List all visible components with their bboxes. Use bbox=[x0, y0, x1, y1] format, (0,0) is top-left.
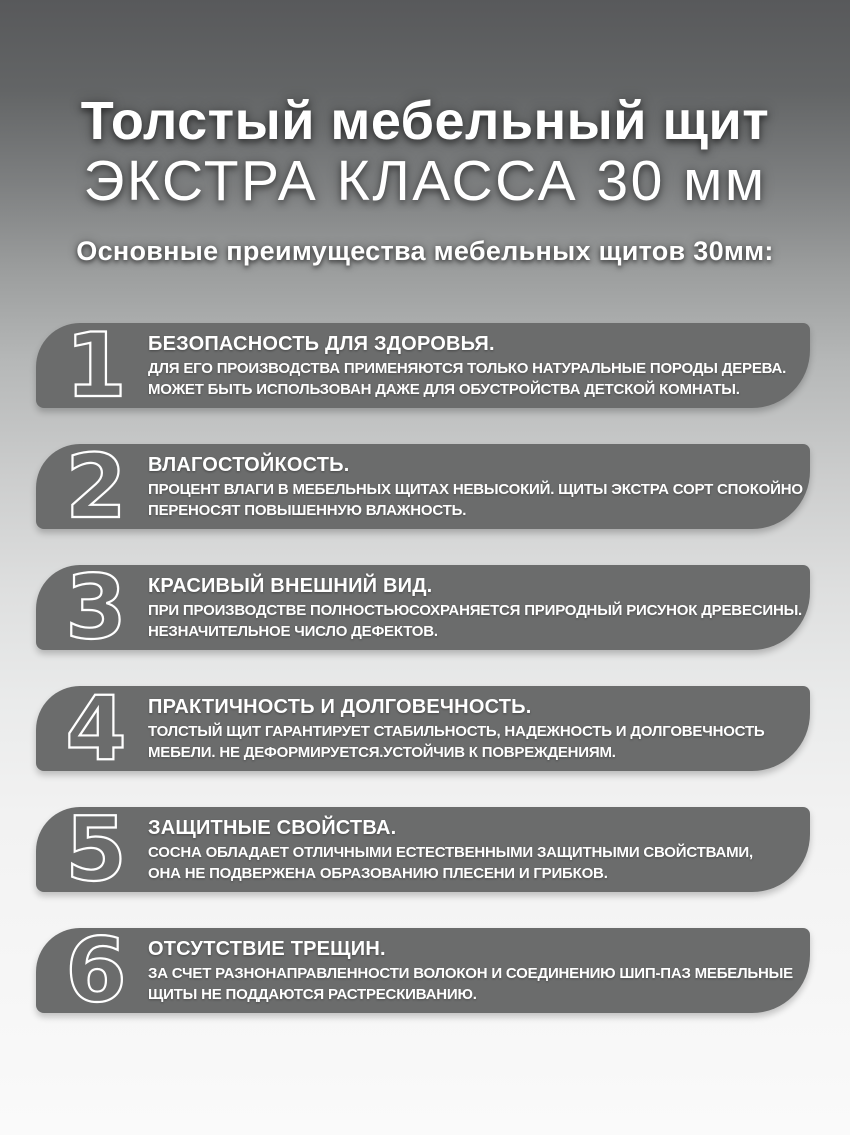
advantage-card-5 bbox=[36, 797, 810, 901]
advantage-title: ОТСУТСТВИЕ ТРЕЩИН. bbox=[148, 937, 386, 960]
advantage-text bbox=[134, 937, 793, 1005]
advantage-text bbox=[134, 574, 802, 642]
page-subtitle: Основные преимущества мебельных щитов 30мм: bbox=[76, 236, 774, 266]
advantage-number: 4 bbox=[65, 676, 127, 780]
advantage-text bbox=[134, 332, 786, 400]
advantage-description-line: ПРИ ПРОИЗВОДСТВЕ ПОЛНОСТЬЮСОХРАНЯЕТСЯ ПРИРОДНЫЙ РИСУНОК ДРЕВЕСИНЫ. bbox=[148, 601, 803, 619]
advantage-description-line: ЩИТЫ НЕ ПОДДАЮТСЯ РАСТРЕСКИВАНИЮ. bbox=[148, 985, 477, 1003]
advantages-list bbox=[0, 313, 850, 1022]
advantage-number: 6 bbox=[65, 918, 127, 1022]
advantage-title: ЗАЩИТНЫЕ СВОЙСТВА. bbox=[148, 816, 397, 839]
advantage-description-line: МОЖЕТ БЫТЬ ИСПОЛЬЗОВАН ДАЖЕ ДЛЯ ОБУСТРОЙСТВА ДЕТСКОЙ КОМНАТЫ. bbox=[148, 380, 740, 398]
advantage-title: КРАСИВЫЙ ВНЕШНИЙ ВИД. bbox=[148, 574, 433, 597]
header bbox=[0, 0, 850, 267]
advantage-card-2 bbox=[36, 434, 810, 538]
page-title-line2: ЭКСТРА КЛАССА 30 мм bbox=[83, 149, 767, 213]
advantage-text bbox=[134, 695, 774, 763]
advantage-text bbox=[134, 816, 774, 884]
advantage-description-line: ДЛЯ ЕГО ПРОИЗВОДСТВА ПРИМЕНЯЮТСЯ ТОЛЬКО НАТУРАЛЬНЫЕ ПОРОДЫ ДЕРЕВА. bbox=[148, 359, 787, 377]
advantage-card-6 bbox=[36, 918, 810, 1022]
advantage-text bbox=[134, 453, 803, 521]
page-title-line1: Толстый мебельный щит bbox=[80, 91, 770, 151]
advantage-description-line: СОСНА ОБЛАДАЕТ ОТЛИЧНЫМИ ЕСТЕСТВЕННЫМИ ЗАЩИТНЫМИ СВОЙСТВАМИ, bbox=[148, 843, 753, 861]
advantage-number: 5 bbox=[65, 797, 127, 901]
advantage-description-line: МЕБЕЛИ. НЕ ДЕФОРМИРУЕТСЯ.УСТОЙЧИВ К ПОВРЕЖДЕНИЯМ. bbox=[148, 743, 616, 761]
advantage-description-line: ПРОЦЕНТ ВЛАГИ В МЕБЕЛЬНЫХ ЩИТАХ НЕВЫСОКИЙ. ЩИТЫ ЭКСТРА СОРТ СПОКОЙНО bbox=[148, 480, 803, 498]
advantage-title: ПРАКТИЧНОСТЬ И ДОЛГОВЕЧНОСТЬ. bbox=[148, 695, 532, 718]
advantage-title: ВЛАГОСТОЙКОСТЬ. bbox=[148, 453, 350, 476]
advantage-number: 2 bbox=[65, 434, 127, 538]
advantage-description-line: ЗА СЧЕТ РАЗНОНАПРАВЛЕННОСТИ ВОЛОКОН И СОЕДИНЕНИЮ ШИП-ПАЗ МЕБЕЛЬНЫЕ bbox=[148, 964, 793, 982]
advantage-description-line: ПЕРЕНОСЯТ ПОВЫШЕННУЮ ВЛАЖНОСТЬ. bbox=[148, 501, 467, 519]
advantage-number: 3 bbox=[65, 555, 127, 659]
advantage-description-line: НЕЗНАЧИТЕЛЬНОЕ ЧИСЛО ДЕФЕКТОВ. bbox=[148, 622, 438, 640]
advantage-description-line: ОНА НЕ ПОДВЕРЖЕНА ОБРАЗОВАНИЮ ПЛЕСЕНИ И ГРИБКОВ. bbox=[148, 864, 608, 882]
advantage-title: БЕЗОПАСНОСТЬ ДЛЯ ЗДОРОВЬЯ. bbox=[148, 332, 495, 355]
advantage-card-4 bbox=[36, 676, 810, 780]
advantage-card-1 bbox=[36, 313, 810, 417]
advantage-description-line: ТОЛСТЫЙ ЩИТ ГАРАНТИРУЕТ СТАБИЛЬНОСТЬ, НАДЕЖНОСТЬ И ДОЛГОВЕЧНОСТЬ bbox=[148, 722, 765, 740]
advantage-card-3 bbox=[36, 555, 810, 659]
advantage-number: 1 bbox=[65, 313, 127, 417]
